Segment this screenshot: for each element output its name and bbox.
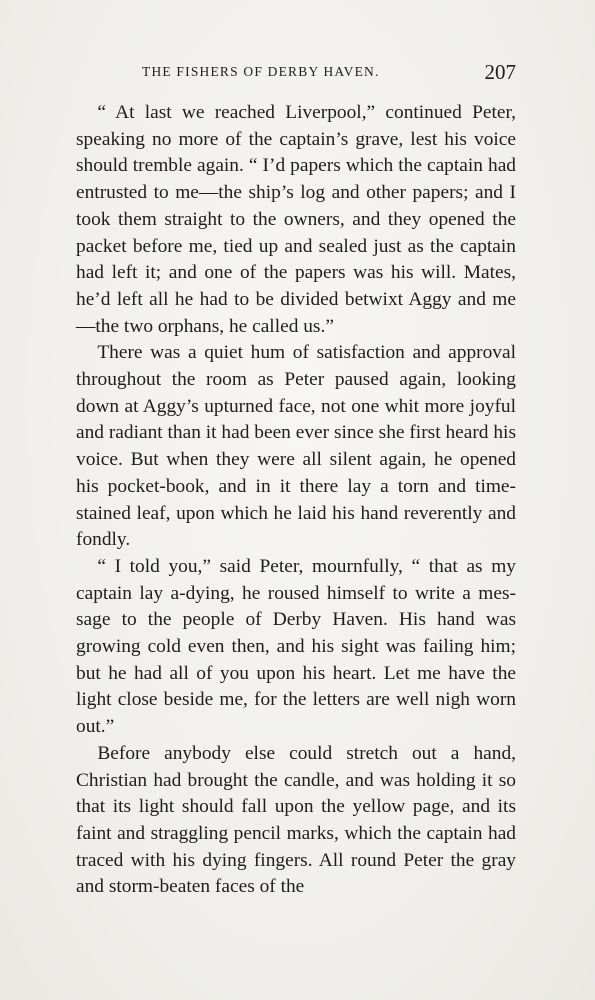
body-text [76,100,516,901]
paragraph-3: “ I told you,” said Peter, mournfully, “ that as my captain lay a-dying, he roused himself to write a message to the people of Derby Haven. His hand was growing cold even then, and his sight was failing him; but he had all of you upon his heart. Let me have the light close beside me, for the letters are well nigh worn out.” [76,555,516,738]
page-number: 207 [484,60,516,84]
running-title: THE FISHERS OF DERBY HAVEN. [142,64,380,79]
running-head [76,60,516,86]
paragraph-4: Before anybody else could stretch out a hand, Christian had brought the candle, and was holding it so that its light should fall upon the yellow page, and its faint and straggling pencil marks, which the captain had traced with his dying fingers. All round Peter the gray and storm-beaten faces of the [76,742,516,898]
paragraph-2: There was a quiet hum of satisfaction and approval throughout the room as Peter paused again, looking down at Aggy’s upturned face, not one whit more joyful and radiant than it had been ever since she first heard his voice. But when they were all silent again, he opened his pocket-book, and in it there lay a torn and time-stained leaf, upon which he laid his hand reverently and fondly. [76,342,516,551]
paragraph-1: “ At last we reached Liverpool,” continued Peter, speaking no more of the captain’s grave, lest his voice should tremble again. “ I’d papers which the captain had entrusted to me—the ship’s log and other papers; and I took them straight to the owners, and they opened the packet before me, tied up and sealed just as the captain had left it; and one of the papers was his will. Mates, he’d left all he had to be divided betwixt Aggy and me—the two orphans, he called us.” [76,102,516,337]
